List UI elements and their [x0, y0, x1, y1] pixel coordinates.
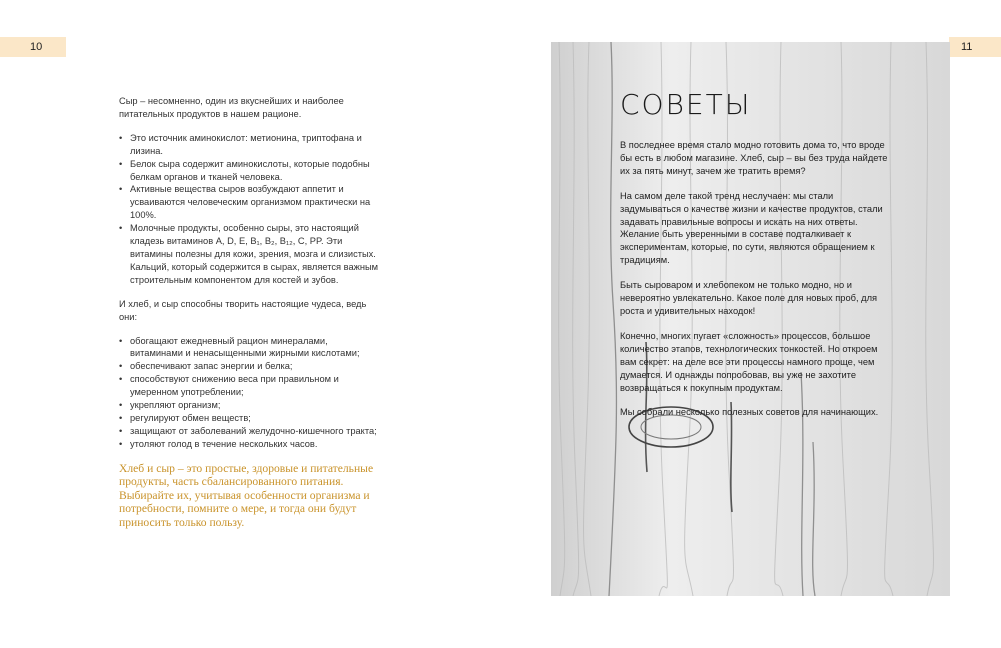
list-item: • Белок сыра содержит аминокислоты, которые подобны белкам органов и тканей человека. — [119, 158, 381, 184]
page-number-right: 11 — [949, 37, 1001, 57]
list-item: • способствуют снижению веса при правильном и умеренном употреблении; — [119, 373, 381, 399]
tips-paragraph: Быть сыроваром и хлебопеком не только модно, но и невероятно увлекательно. Какое поле для новых проб, для роста и удивительных находок! — [620, 280, 878, 316]
highlight-quote: Хлеб и сыр – это простые, здоровые и питательные продукты, часть сбалансированного питания. Выбирайте их, учитывая особенности организма и потребности, помните о мере, и тогда они будут приносить только пользу. — [119, 461, 374, 530]
tips-paragraph: Конечно, многих пугает «сложность» процессов, большое количество этапов, технологических тонкостей. Но откроем вам секрет: на деле все эти процессы намного проще, чем думается. И однажды попробовав, вы уже не захотите возвращаться к покупным продуктам. — [620, 330, 878, 393]
page-number-left: 10 — [0, 37, 66, 57]
list-item: • регулируют обмен веществ; — [119, 412, 381, 425]
left-page-text — [119, 95, 381, 530]
list-item: • обеспечивают запас энергии и белка; — [119, 360, 381, 373]
tips-paragraph: На самом деле такой тренд неслучаен: мы стали задумываться о качестве жизни и качестве продуктов, стали задавать правильные вопросы и искать на них ответы. Желание быть уверенными в составе подталкивает к экспериментам, которые, по сути, являются обращением к традициям. — [620, 190, 883, 266]
list-item: • Молочные продукты, особенно сыры, это настоящий кладезь витаминов A, D, E, B₁, B₂, B₁₂, C, PP. Эти витамины полезны для кожи, зрения, мозга и слизистых. Кальций, который содержится в сырах, является важным строительным компонентом для костей и зубов. — [119, 222, 381, 287]
tips-paragraph: В последнее время стало модно готовить дома то, что вроде бы есть в любом магазине. Хлеб, сыр – вы без труда найдете их за пять минут, зачем же тратить время? — [620, 140, 888, 176]
list-item: • укрепляют организм; — [119, 399, 381, 412]
list-item: • Активные вещества сыров возбуждают аппетит и усваиваются человеческим организмом практически на 100%. — [119, 183, 381, 222]
list-item: • Это источник аминокислот: метионина, триптофана и лизина. — [119, 132, 381, 158]
middle-paragraph: И хлеб, и сыр способны творить настоящие чудеса, ведь они: — [119, 298, 367, 322]
list-item: • утоляют голод в течение нескольких часов. — [119, 438, 381, 451]
intro-paragraph: Сыр – несомненно, один из вкуснейших и наиболее питательных продуктов в нашем рационе. — [119, 96, 344, 119]
benefits-list — [119, 132, 381, 287]
list-item: • обогащают ежедневный рацион минералами, витаминами и ненасыщенными жирными кислотами; — [119, 335, 381, 361]
page-title: СОВЕТЫ — [620, 88, 752, 121]
list-item: • защищают от заболеваний желудочно-кишечного тракта; — [119, 425, 381, 438]
right-page-text — [620, 88, 888, 431]
effects-list — [119, 335, 381, 451]
tips-paragraph: Мы собрали несколько полезных советов для начинающих. — [620, 407, 879, 418]
